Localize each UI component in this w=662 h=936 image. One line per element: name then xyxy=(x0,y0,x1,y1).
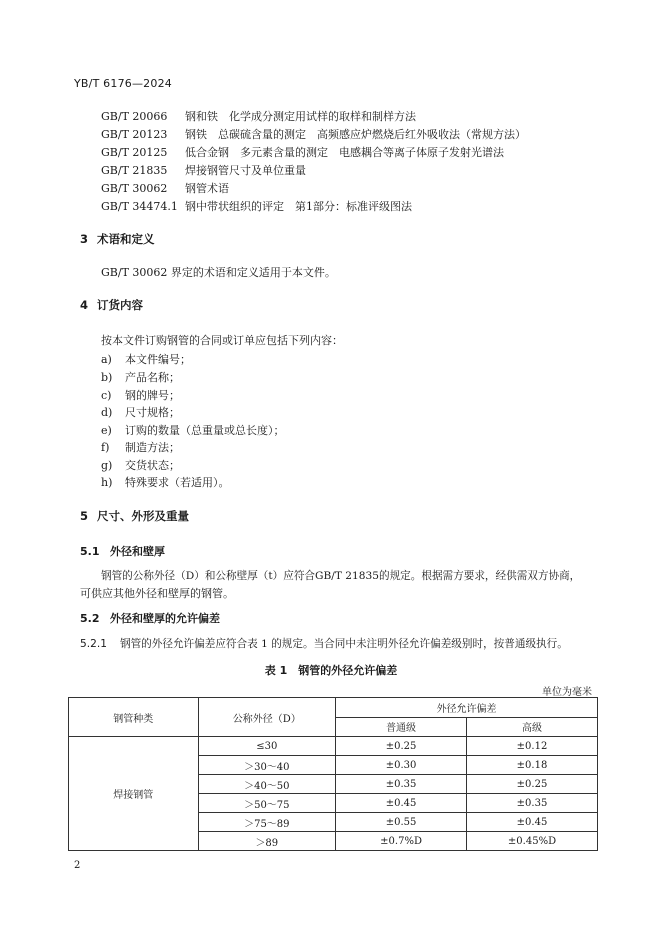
header-normal-grade: 普通级 xyxy=(336,717,467,737)
list-text: 交货状态； xyxy=(125,459,180,472)
section-title: 订货内容 xyxy=(97,298,143,312)
high-cell: ±0.25 xyxy=(467,775,598,794)
section-title: 尺寸、外形及重量 xyxy=(97,509,189,523)
normal-cell: ±0.30 xyxy=(336,756,467,775)
subsection-5-1-line-2: 可供应其他外径和壁厚的钢管。 xyxy=(80,587,234,600)
clause-text: 钢管的外径允许偏差应符合表 1 的规定。当合同中未注明外径允许偏差级别时，按普通级执行。 xyxy=(120,638,568,650)
table-unit: 单位为毫米 xyxy=(542,687,592,698)
subsection-number: 5.2 xyxy=(80,612,100,625)
reference-item xyxy=(101,126,526,142)
section-3-body: GB/T 30062 界定的术语和定义适用于本文件。 xyxy=(101,266,336,279)
high-cell: ±0.12 xyxy=(467,737,598,756)
reference-title: 焊接钢管尺寸及单位重量 xyxy=(185,164,306,177)
list-item xyxy=(101,439,180,455)
diameter-cell: ＞40～50 xyxy=(198,775,336,794)
reference-item xyxy=(101,198,412,214)
list-item xyxy=(101,369,180,385)
section-number: 4 xyxy=(80,298,89,312)
high-cell: ±0.35 xyxy=(467,794,598,813)
subsection-number: 5.1 xyxy=(80,545,100,558)
list-item xyxy=(101,387,180,403)
diameter-cell: ＞50～75 xyxy=(198,794,336,813)
clause-number: 5.2.1 xyxy=(80,638,107,650)
reference-title: 低合金钢 多元素含量的测定 电感耦合等离子体原子发射光谱法 xyxy=(185,146,504,159)
document-code-header: YB/T 6176—2024 xyxy=(74,77,172,90)
list-item xyxy=(101,474,230,490)
section-4-intro: 按本文件订购钢管的合同或订单应包括下列内容： xyxy=(101,334,343,347)
reference-title: 钢管术语 xyxy=(185,182,229,195)
subsection-5-1-line-1: 钢管的公称外径（D）和公称壁厚（t）应符合GB/T 21835的规定。根据需方要求，经供需双方协商， xyxy=(101,570,581,582)
list-item xyxy=(101,457,180,473)
tolerance-table xyxy=(68,697,598,851)
normal-cell: ±0.35 xyxy=(336,775,467,794)
section-3-heading xyxy=(80,231,155,247)
header-tolerance: 外径允许偏差 xyxy=(336,698,598,718)
reference-code: GB/T 20123 xyxy=(101,128,168,141)
section-title: 术语和定义 xyxy=(97,232,155,246)
list-text: 订购的数量（总重量或总长度）； xyxy=(125,424,285,437)
normal-cell: ±0.25 xyxy=(336,737,467,756)
header-high-grade: 高级 xyxy=(467,717,598,737)
list-text: 产品名称； xyxy=(125,371,180,384)
list-label: d) xyxy=(101,406,113,419)
reference-title: 钢铁 总碳硫含量的测定 高频感应炉燃烧后红外吸收法（常规方法） xyxy=(185,128,526,141)
reference-code: GB/T 30062 xyxy=(101,182,168,195)
subsection-title: 外径和壁厚 xyxy=(110,545,165,558)
list-label: c) xyxy=(101,389,112,402)
list-text: 本文件编号； xyxy=(125,353,191,366)
reference-item xyxy=(101,144,504,160)
diameter-cell: ＞89 xyxy=(198,832,336,851)
section-number: 3 xyxy=(80,232,89,246)
high-cell: ±0.45%D xyxy=(467,832,598,851)
reference-code: GB/T 34474.1 xyxy=(101,200,178,213)
list-text: 钢的牌号； xyxy=(125,389,180,402)
list-label: g) xyxy=(101,459,113,472)
list-text: 制造方法； xyxy=(125,441,180,454)
table-header-row xyxy=(69,698,598,718)
normal-cell: ±0.45 xyxy=(336,794,467,813)
section-number: 5 xyxy=(80,509,89,523)
subsection-5-2-heading xyxy=(80,610,220,626)
subsection-title: 外径和壁厚的允许偏差 xyxy=(110,612,220,625)
section-5-heading xyxy=(80,508,189,524)
list-item xyxy=(101,351,191,367)
page-number: 2 xyxy=(74,860,81,871)
diameter-cell: ≤30 xyxy=(198,737,336,756)
diameter-cell: ＞30～40 xyxy=(198,756,336,775)
list-label: e) xyxy=(101,424,112,437)
header-steel-type: 钢管种类 xyxy=(69,698,199,737)
list-item xyxy=(101,422,285,438)
section-4-heading xyxy=(80,297,143,313)
reference-item xyxy=(101,108,416,124)
high-cell: ±0.18 xyxy=(467,756,598,775)
list-label: h) xyxy=(101,476,113,489)
normal-cell: ±0.7%D xyxy=(336,832,467,851)
reference-item xyxy=(101,180,229,196)
high-cell: ±0.45 xyxy=(467,813,598,832)
list-label: a) xyxy=(101,353,112,366)
reference-code: GB/T 21835 xyxy=(101,164,168,177)
list-item xyxy=(101,404,180,420)
reference-item xyxy=(101,162,306,178)
table-row xyxy=(69,737,598,756)
list-label: b) xyxy=(101,371,113,384)
header-nominal-diameter: 公称外径（D） xyxy=(198,698,336,737)
subsection-5-1-heading xyxy=(80,543,165,559)
table-caption: 表 1 钢管的外径允许偏差 xyxy=(264,664,398,677)
list-text: 尺寸规格； xyxy=(125,406,180,419)
list-label: f) xyxy=(101,441,110,454)
reference-title: 钢中带状组织的评定 第1部分：标准评级图法 xyxy=(185,200,412,213)
normal-cell: ±0.55 xyxy=(336,813,467,832)
subsection-5-2-1 xyxy=(80,636,568,651)
reference-code: GB/T 20125 xyxy=(101,146,168,159)
reference-title: 钢和铁 化学成分测定用试样的取样和制样方法 xyxy=(185,110,416,123)
list-text: 特殊要求（若适用）。 xyxy=(125,476,230,489)
reference-code: GB/T 20066 xyxy=(101,110,168,123)
diameter-cell: ＞75～89 xyxy=(198,813,336,832)
steel-type-cell: 焊接钢管 xyxy=(69,737,199,851)
